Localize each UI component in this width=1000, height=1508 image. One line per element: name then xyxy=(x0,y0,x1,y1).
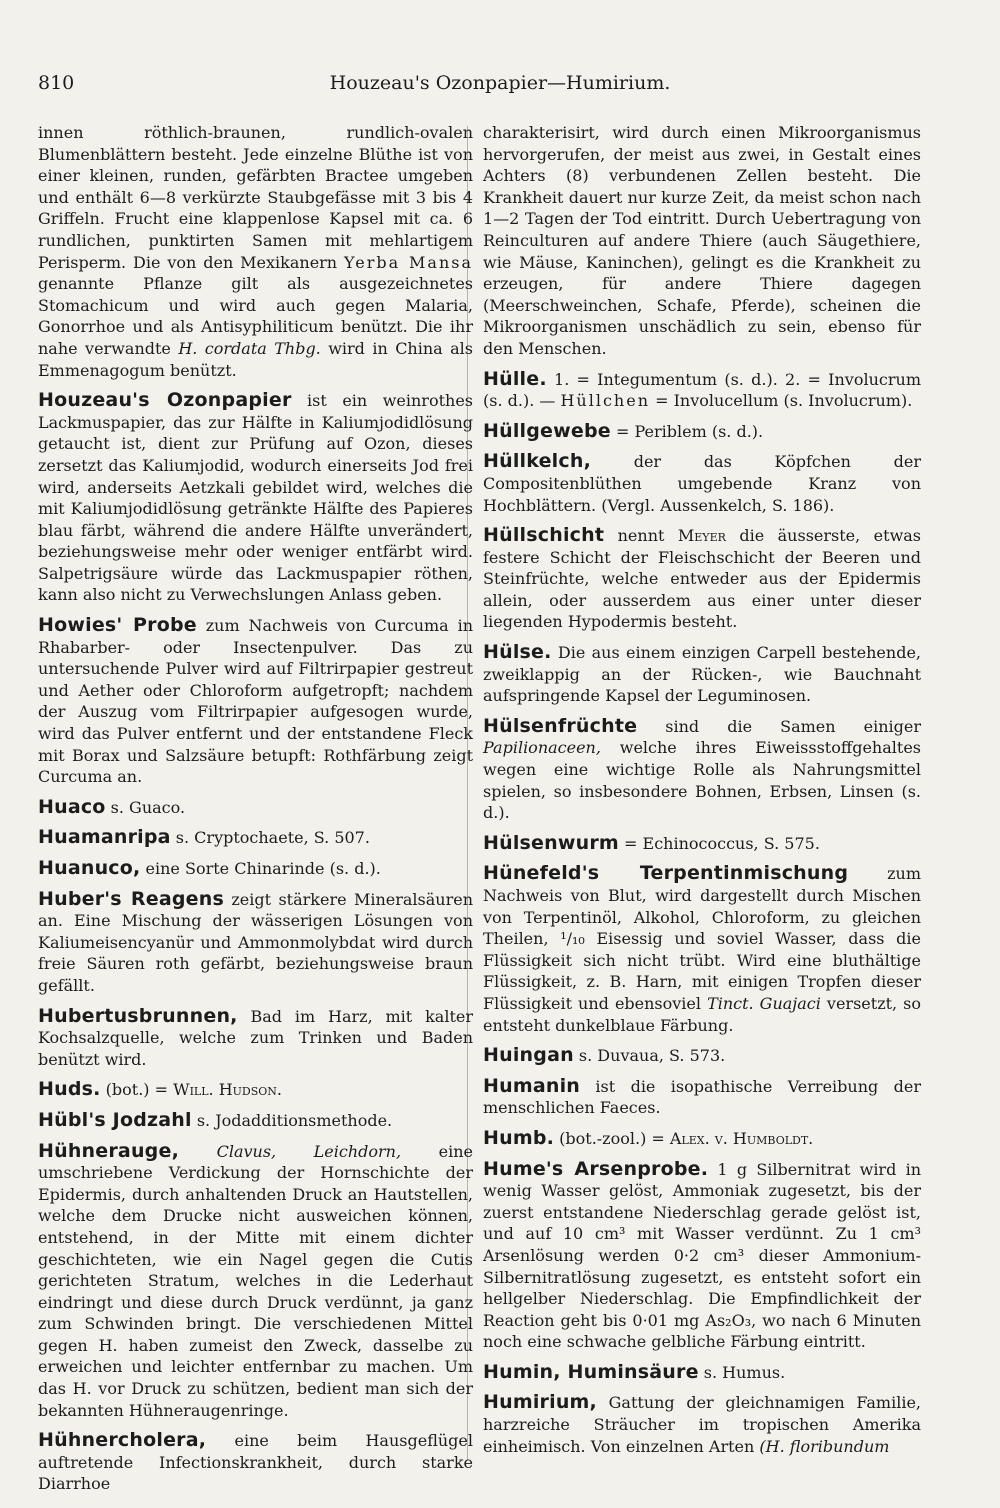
running-title: Houzeau's Ozonpapier—Humirium. xyxy=(329,72,671,94)
yerba-mansa: Yerba Mansa xyxy=(344,252,474,272)
entry-huhnercholera: Hühnercholera, eine beim Hausgeflügel auftretende Infectionskrankheit, durch starke Diarrhoe xyxy=(38,1429,473,1494)
entry-huingan: Huingan s. Duvaua, S. 573. xyxy=(483,1044,726,1067)
entry-houzeau: Houzeau's Ozonpapier ist ein weinrothes Lackmuspapier, das zur Hälfte in Kaliumjodidlösung getaucht ist, dient zur Prüfung auf Ozon, dieses zersetzt das Kaliumjodid, wodurch einerseits Jod frei wird, anderseits Aetzkali gebildet wird, welches die mit Kaliumjodidlösung getränkte Hälfte des Papieres blau färbt, während die andere Hälfte unverändert, beziehungsweise mehr oder weniger entfärbt wird. Salpetrigsäure würde das Lackmuspapier röthen, kann also nicht zu Verwechslungen Anlass geben. xyxy=(38,389,473,605)
headword: Hühnerauge, xyxy=(38,1139,179,1162)
entry-hulsenfruchte: Hülsenfrüchte sind die Samen einiger Papilionaceen, welche ihres Eiweissstoffgehaltes wegen eine wichtige Rolle als Nahrungsmittel spielen, so insbesondere Bohnen, Erbsen, Linsen (s. d.). xyxy=(483,714,922,823)
headword: Humb. xyxy=(483,1126,555,1149)
entry-huanuco: Huanuco, eine Sorte Chinarinde (s. d.). xyxy=(38,857,381,879)
entry-hullkelch: Hüllkelch, der das Köpfchen der Compositenblüthen umgebende Kranz von Hochblättern. (Vergl. Aussenkelch, S. 186). xyxy=(483,450,921,515)
entry-continuation: innen röthlich-braunen, rundlich-ovalen Blumenblättern besteht. Jede einzelne Blüthe ist von einer kleinen, runden, gefärbten Bractee umgeben und enthält 6—8 verkürzte Staubgefässe mit 3 bis 4 Griffeln. Frucht eine klappenlose Kapsel mit ca. 6 rundlichen, punktirten Samen mit mehlartigem Perisperm. Die von den Mexikanern Yerba Mansa genannte Pflanze gilt als ausgezeichnetes Stomachicum und wird auch gegen Malaria, Gonorrhoe und als Antisyphiliticum benützt. Die ihr nahe verwandte H. cordata Thbg. wird in China als Emmenagogum benützt. xyxy=(38,123,474,380)
page-number: 810 xyxy=(38,72,75,94)
headword: Huanuco, xyxy=(38,857,141,879)
entry-hubl: Hübl's Jodzahl s. Jodadditionsmethode. xyxy=(38,1108,393,1131)
headword: Hünefeld's Terpentinmischung xyxy=(483,862,849,885)
headword: Houzeau's Ozonpapier xyxy=(38,389,292,412)
entry-hunefeld: Hünefeld's Terpentinmischung zum Nachweis von Blut, wird dargestellt durch Mischen von Terpentinöl, Alkohol, Chloroform, zu gleichen Theilen, ¹/₁₀ Eisessig und soviel Wasser, dass die Flüssigkeit sich nicht trübt. Wird eine bluthältige Flüssigkeit, z. B. Harn, mit einigen Tropfen dieser Flüssigkeit und ebensoviel Tinct. Guajaci versetzt, so entsteht dunkelblaue Färbung. xyxy=(483,862,922,1035)
headword: Humirium, xyxy=(483,1391,597,1414)
headword: Hubertusbrunnen, xyxy=(38,1004,238,1027)
headword: Hüllgewebe xyxy=(483,419,611,442)
entry-humirium: Humirium, Gattung der gleichnamigen Familie, harzreiche Sträucher im tropischen Amerika einheimisch. Von einzelnen Arten (H. floribundum xyxy=(483,1391,922,1456)
entry-hulse: Hülse. Die aus einem einzigen Carpell bestehende, zweiklappig an der Rücken-, wie Bauchnaht aufspringende Kapsel der Leguminosen. xyxy=(483,641,922,706)
headword: Hülsenfrüchte xyxy=(483,714,638,737)
headword: Hülse. xyxy=(483,641,552,664)
entry-humanin: Humanin ist die isopathische Verreibung der menschlichen Faeces. xyxy=(483,1074,922,1118)
entry-hulsenwurm: Hülsenwurm = Echinococcus, S. 575. xyxy=(483,831,820,854)
entry-humb: Humb. (bot.-zool.) = Alex. v. Humboldt. xyxy=(483,1126,814,1149)
headword: Huingan xyxy=(483,1044,574,1067)
headword: Hülle. xyxy=(483,367,547,390)
entry-hubertusbrunnen: Hubertusbrunnen, Bad im Harz, mit kalter Kochsalzquelle, welche zum Trinken und Baden benützt wird. xyxy=(38,1004,473,1069)
entry-continuation: charakterisirt, wird durch einen Mikroorganismus hervorgerufen, der meist aus zwei, in Gestalt eines Achters (8) verbundenen Zellen besteht. Die Krankheit dauert nur kurze Zeit, da meist schon nach 1—2 Tagen der Tod eintritt. Durch Uebertragung von Reinculturen auf andere Thiere (auch Säugethiere, wie Mäuse, Kaninchen), gelingt es die Krankheit zu erzeugen, für andere Thiere dagegen (Meerschweinchen, Schafe, Pferde), scheinen die Mikroorganismen unschädlich zu sein, ebenso für den Menschen. xyxy=(483,123,921,358)
headword: Hülsenwurm xyxy=(483,831,619,854)
left-column xyxy=(38,122,473,1495)
entry-huaco: Huaco s. Guaco. xyxy=(38,795,186,818)
entry-humin: Humin, Huminsäure s. Humus. xyxy=(483,1360,786,1383)
entry-huds: Huds. (bot.) = Will. Hudson. xyxy=(38,1078,283,1101)
headword: Huds. xyxy=(38,1078,101,1101)
headword: Howies' Probe xyxy=(38,614,197,637)
entry-howies: Howies' Probe zum Nachweis von Curcuma in Rhabarber- oder Insectenpulver. Das zu untersuchende Pulver wird auf Filtrirpapier gestreut und Aether oder Chloroform aufgetropft; nachdem der Auszug vom Filtrirpapier aufgesogen wurde, wird das Pulver entfernt und der entstandene Fleck mit Borax und Salzsäure betupft: Rothfärbung zeigt Curcuma an. xyxy=(38,614,473,787)
entry-huhnerauge: Hühnerauge, Clavus, Leichdorn, eine umschriebene Verdickung der Hornschichte der Epidermis, durch anhaltenden Druck an Hautstellen, welche dem Drucke nicht ausweichen können, entstehend, in der Mitte mit einem dichter geschichteten, wie ein Nagel gegen die Cutis gerichteten Stratum, welches in die Lederhaut eindringt und diese durch Druck verdünnt, ja ganz zum Schwinden bringt. Die verschiedenen Mittel gegen H. haben zumeist den Zweck, dasselbe zu erweichen und leichter entfernbar zu machen. Um das H. vor Druck zu schützen, bedient man sich der bekannten Hühneraugenringe. xyxy=(38,1139,474,1420)
headword: Hüllschicht xyxy=(483,524,605,547)
headword: Humanin xyxy=(483,1074,581,1097)
page-header xyxy=(38,72,962,102)
headword: Humin, Huminsäure xyxy=(483,1360,699,1383)
entry-huamanripa: Huamanripa s. Cryptochaete, S. 507. xyxy=(38,826,370,849)
headword: Hübl's Jodzahl xyxy=(38,1108,192,1131)
headword: Hühnercholera, xyxy=(38,1429,207,1452)
headword: Huber's Reagens xyxy=(38,887,224,910)
entry-huber: Huber's Reagens zeigt stärkere Mineralsäuren an. Eine Mischung der wässerigen Lösungen von Kaliumeisencyanür und Ammonmolybdat wird durch freie Säuren roth gefärbt, beziehungsweise braun gefällt. xyxy=(38,887,473,995)
headword: Hüllkelch, xyxy=(483,450,591,473)
entry-hullschicht: Hüllschicht nennt Meyer die äusserste, etwas festere Schicht der Fleischschicht der Beeren und Steinfrüchte, welche entweder aus der Epidermis allein, oder ausserdem aus einer unter dieser liegenden Hypodermis besteht. xyxy=(483,524,922,632)
entry-hume: Hume's Arsenprobe. 1 g Silbernitrat wird in wenig Wasser gelöst, Ammoniak zugesetzt, bis der zuerst entstandene Niederschlag gerade gelöst ist, und auf 10 cm³ mit Wasser verdünnt. Zu 1 cm³ Arsenlösung werden 0·2 cm³ dieser Ammonium-Silbernitratlösung zugesetzt, es entsteht sofort ein hellgelber Niederschlag. Die Empfindlichkeit der Reaction geht bis 0·01 mg As₂O₃, wo nach 6 Minuten noch eine schwache gelbliche Färbung eintritt. xyxy=(483,1157,922,1352)
entry-hullgewebe: Hüllgewebe = Periblem (s. d.). xyxy=(483,419,764,442)
headword: Hume's Arsenprobe. xyxy=(483,1157,709,1180)
entry-hulle: Hülle. 1. = Integumentum (s. d.). 2. = Involucrum (s. d.). — Hüllchen = Involucellum (s. Involucrum). xyxy=(483,367,921,411)
right-column xyxy=(483,122,921,1457)
headword: Huaco xyxy=(38,795,106,818)
headword: Huamanripa xyxy=(38,826,171,849)
